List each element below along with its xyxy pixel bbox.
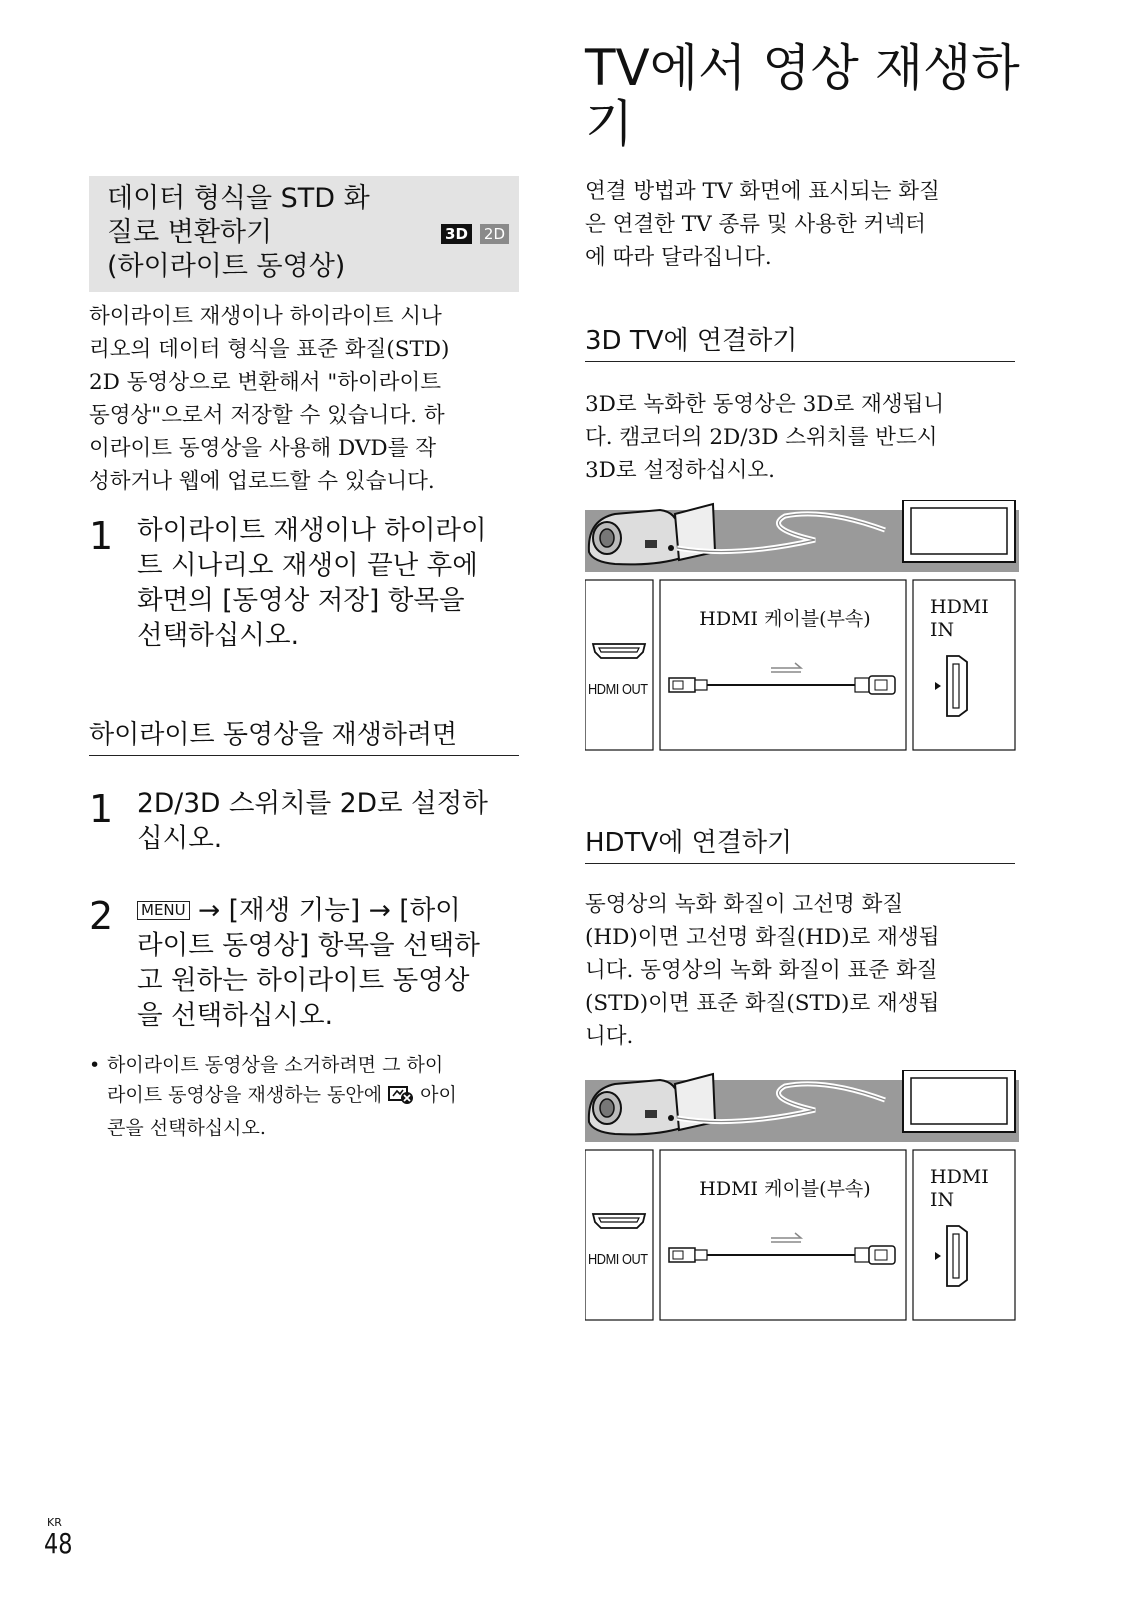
hdmi-out-label: HDMI OUT xyxy=(588,681,648,698)
hdmi-in-label xyxy=(930,1166,1010,1212)
text-line: 다. 캠코더의 2D/3D 스위치를 반드시 xyxy=(585,425,938,450)
text-line: 고 원하는 하이라이트 동영상 xyxy=(137,965,470,996)
cable-label: HDMI 케이블(부속) xyxy=(699,608,871,630)
tv-icon xyxy=(903,500,1015,562)
box-title-line: 질로 변환하기 xyxy=(107,217,273,248)
hdmi-in-label-line: IN xyxy=(930,1189,955,1211)
text-line: 하이라이트 재생이나 하이라이 xyxy=(137,515,487,546)
text-line: 성하거나 웹에 업로드할 수 있습니다. xyxy=(89,469,435,494)
text-line: 트 시나리오 재생이 끝난 후에 xyxy=(137,550,478,581)
play-highlight-heading: 하이라이트 동영상을 재생하려면 xyxy=(89,717,519,756)
left-intro-paragraph xyxy=(89,300,519,498)
badge-3d: 3D xyxy=(441,224,472,244)
hdmi-connection-diagram-3d xyxy=(585,500,1019,762)
section-box xyxy=(89,176,519,292)
text-line xyxy=(137,893,517,928)
bullet-dot: • xyxy=(89,1054,101,1076)
section-heading-hdtv: HDTV에 연결하기 xyxy=(585,825,1015,864)
text-line: 동영상의 녹화 화질이 고선명 화질 xyxy=(585,892,904,917)
section-hd-text xyxy=(585,888,1015,1053)
text-line: 하이라이트 재생이나 하이라이트 시나 xyxy=(89,304,442,329)
hdmi-in-label-line: IN xyxy=(930,619,955,641)
bullet-text xyxy=(107,1050,515,1143)
page-number: 48 xyxy=(44,1527,73,1560)
bullet-line2-b: 아이 xyxy=(414,1084,457,1106)
text-line: 하이라이트 동영상을 소거하려면 그 하이 xyxy=(107,1054,444,1076)
text-line: 니다. xyxy=(585,1024,634,1049)
text-line: 연결 방법과 TV 화면에 표시되는 화질 xyxy=(585,179,940,204)
bullet-line2-a: 라이트 동영상을 재생하는 동안에 xyxy=(107,1084,389,1106)
text-line: 2D 동영상으로 변환해서 "하이라이트 xyxy=(89,370,442,395)
step-text xyxy=(137,786,517,856)
text-line: 동영상"으로서 저장할 수 있습니다. 하 xyxy=(89,403,445,428)
text-line: 이라이트 동영상을 사용해 DVD를 작 xyxy=(89,436,436,461)
text-line: 리오의 데이터 형식을 표준 화질(STD) xyxy=(89,337,450,362)
text-line: 3D로 설정하십시오. xyxy=(585,458,775,483)
title-line: 기 xyxy=(585,95,634,153)
text-line: 은 연결한 TV 종류 및 사용한 커넥터 xyxy=(585,212,926,237)
hdmi-connection-diagram-hd xyxy=(585,1070,1019,1332)
box-title-line: (하이라이트 동영상) xyxy=(107,251,346,282)
text-line: (HD)이면 고선명 화질(HD)로 재생됩 xyxy=(585,925,940,950)
section-heading-3d-tv: 3D TV에 연결하기 xyxy=(585,323,1015,362)
text-line xyxy=(107,1080,515,1113)
text-line: 라이트 동영상] 항목을 선택하 xyxy=(137,930,480,961)
text-line: 십시오. xyxy=(137,823,223,854)
hdmi-in-label xyxy=(930,596,1010,642)
hdmi-in-label-line: HDMI xyxy=(930,1166,989,1188)
section-box-title xyxy=(107,182,417,284)
box-title-line: 데이터 형식을 STD 화 xyxy=(107,183,370,214)
cable-label: HDMI 케이블(부속) xyxy=(699,1178,871,1200)
hdmi-in-label-line: HDMI xyxy=(930,596,989,618)
retouch-delete-icon xyxy=(388,1083,414,1113)
text-line: 에 따라 달라집니다. xyxy=(585,245,772,270)
step-2-line1-rest: → [재생 기능] → [하이 xyxy=(189,895,461,926)
title-line: TV에서 영상 재생하 xyxy=(585,39,1020,97)
step-text xyxy=(137,513,517,653)
text-line: 화면의 [동영상 저장] 항목을 xyxy=(137,585,465,616)
hdmi-out-label: HDMI OUT xyxy=(588,1251,648,1268)
text-line: 선택하십시오. xyxy=(137,620,300,651)
text-line: 콘을 선택하십시오. xyxy=(107,1117,266,1139)
section-3d-text xyxy=(585,388,1015,487)
mode-badges xyxy=(441,224,509,244)
tv-icon xyxy=(903,1070,1015,1132)
text-line: (STD)이면 표준 화질(STD)로 재생됩 xyxy=(585,991,940,1016)
step-number: 1 xyxy=(89,787,114,831)
right-intro-paragraph xyxy=(585,175,1015,274)
text-line: 니다. 동영상의 녹화 화질이 표준 화질 xyxy=(585,958,938,983)
badge-2d: 2D xyxy=(480,224,509,244)
page-title xyxy=(585,40,1025,152)
step-number: 2 xyxy=(89,894,114,938)
text-line: 2D/3D 스위치를 2D로 설정하 xyxy=(137,788,488,819)
menu-key: MENU xyxy=(137,901,190,920)
step-text xyxy=(137,893,517,1033)
text-line: 을 선택하십시오. xyxy=(137,1000,334,1031)
page-language-code: KR xyxy=(47,1516,62,1529)
text-line: 3D로 녹화한 동영상은 3D로 재생됩니 xyxy=(585,392,945,417)
step-number: 1 xyxy=(89,514,114,558)
